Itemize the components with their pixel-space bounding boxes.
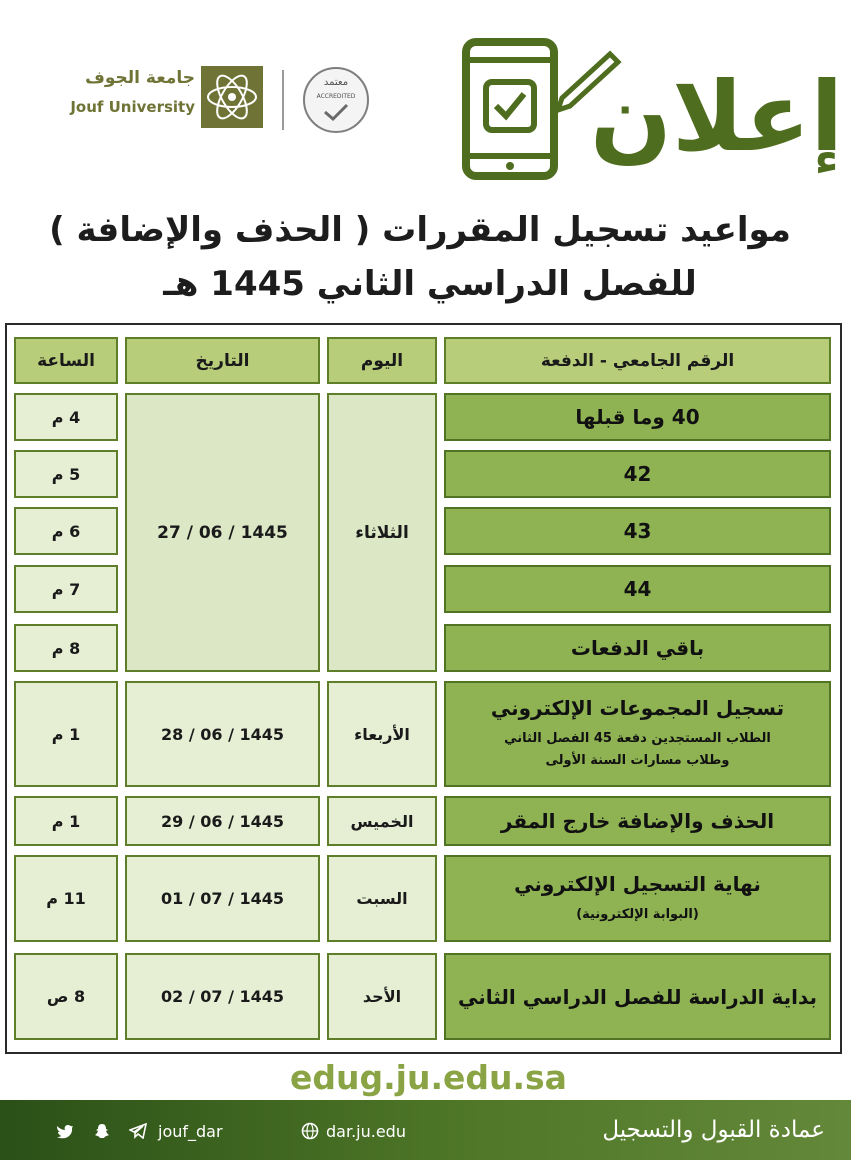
day-cell: السبت: [327, 855, 437, 942]
phone-check-icon: [462, 38, 558, 180]
website-text[interactable]: dar.ju.edu: [326, 1122, 406, 1141]
university-emblem-icon: [201, 66, 263, 128]
time-cell: 1 م: [14, 796, 118, 846]
website-link[interactable]: edug.ju.edu.sa: [290, 1058, 567, 1097]
accreditation-en: ACCREDITED: [316, 93, 356, 100]
logo-divider: [282, 70, 284, 130]
time-cell: 11 م: [14, 855, 118, 942]
header-day: اليوم: [327, 337, 437, 384]
batch-title: نهاية التسجيل الإلكتروني: [514, 871, 761, 896]
batch-cell: 42: [444, 450, 831, 498]
date-cell: 1445 / 06 / 28: [125, 681, 320, 787]
batch-cell: باقي الدفعات: [444, 624, 831, 672]
time-cell: 4 م: [14, 393, 118, 441]
batch-cell: الحذف والإضافة خارج المقر: [444, 796, 831, 846]
twitter-icon[interactable]: [55, 1121, 75, 1141]
social-handle[interactable]: jouf_dar: [158, 1122, 223, 1141]
batch-note: (البوابة الإلكترونية): [576, 906, 699, 922]
page-title: مواعيد تسجيل المقررات ( الحذف والإضافة ): [49, 210, 791, 250]
day-cell: الثلاثاء: [327, 393, 437, 672]
time-cell: 1 م: [14, 681, 118, 787]
time-cell: 6 م: [14, 507, 118, 555]
accreditation-ar: معتمد: [323, 77, 349, 88]
day-cell: الأربعاء: [327, 681, 437, 787]
check-icon: [322, 102, 350, 122]
batch-cell: 44: [444, 565, 831, 613]
batch-title: تسجيل المجموعات الإلكتروني: [490, 696, 785, 720]
batch-cell: 43: [444, 507, 831, 555]
header-time: الساعة: [14, 337, 118, 384]
date-cell: 1445 / 07 / 02: [125, 953, 320, 1040]
day-cell: الأحد: [327, 953, 437, 1040]
header-date: التاريخ: [125, 337, 320, 384]
university-name-en: Jouf University: [70, 98, 195, 116]
date-cell: 1445 / 06 / 27: [125, 393, 320, 672]
globe-icon[interactable]: [300, 1121, 320, 1141]
telegram-icon[interactable]: [128, 1121, 148, 1141]
university-logo: [55, 62, 265, 132]
time-cell: 8 م: [14, 624, 118, 672]
deanship-name: عمادة القبول والتسجيل: [602, 1117, 825, 1143]
batch-cell: بداية الدراسة للفصل الدراسي الثاني: [444, 953, 831, 1040]
date-cell: 1445 / 07 / 01: [125, 855, 320, 942]
batch-note: الطلاب المستجدين دفعة 45 الفصل الثاني: [504, 731, 771, 746]
batch-cell: [444, 681, 831, 787]
announcement-heading: إعلان: [590, 61, 844, 173]
batch-cell: 40 وما قبلها: [444, 393, 831, 441]
header-batch: الرقم الجامعي - الدفعة: [444, 337, 831, 384]
time-cell: 8 ص: [14, 953, 118, 1040]
page-subtitle: للفصل الدراسي الثاني 1445 هـ: [163, 264, 697, 304]
time-cell: 5 م: [14, 450, 118, 498]
snapchat-icon[interactable]: [92, 1121, 112, 1141]
date-cell: 1445 / 06 / 29: [125, 796, 320, 846]
accreditation-badge: [303, 67, 369, 133]
university-name-ar: جامعة الجوف: [85, 68, 195, 88]
day-cell: الخميس: [327, 796, 437, 846]
batch-cell: [444, 855, 831, 942]
time-cell: 7 م: [14, 565, 118, 613]
batch-note: وطلاب مسارات السنة الأولى: [545, 753, 730, 768]
